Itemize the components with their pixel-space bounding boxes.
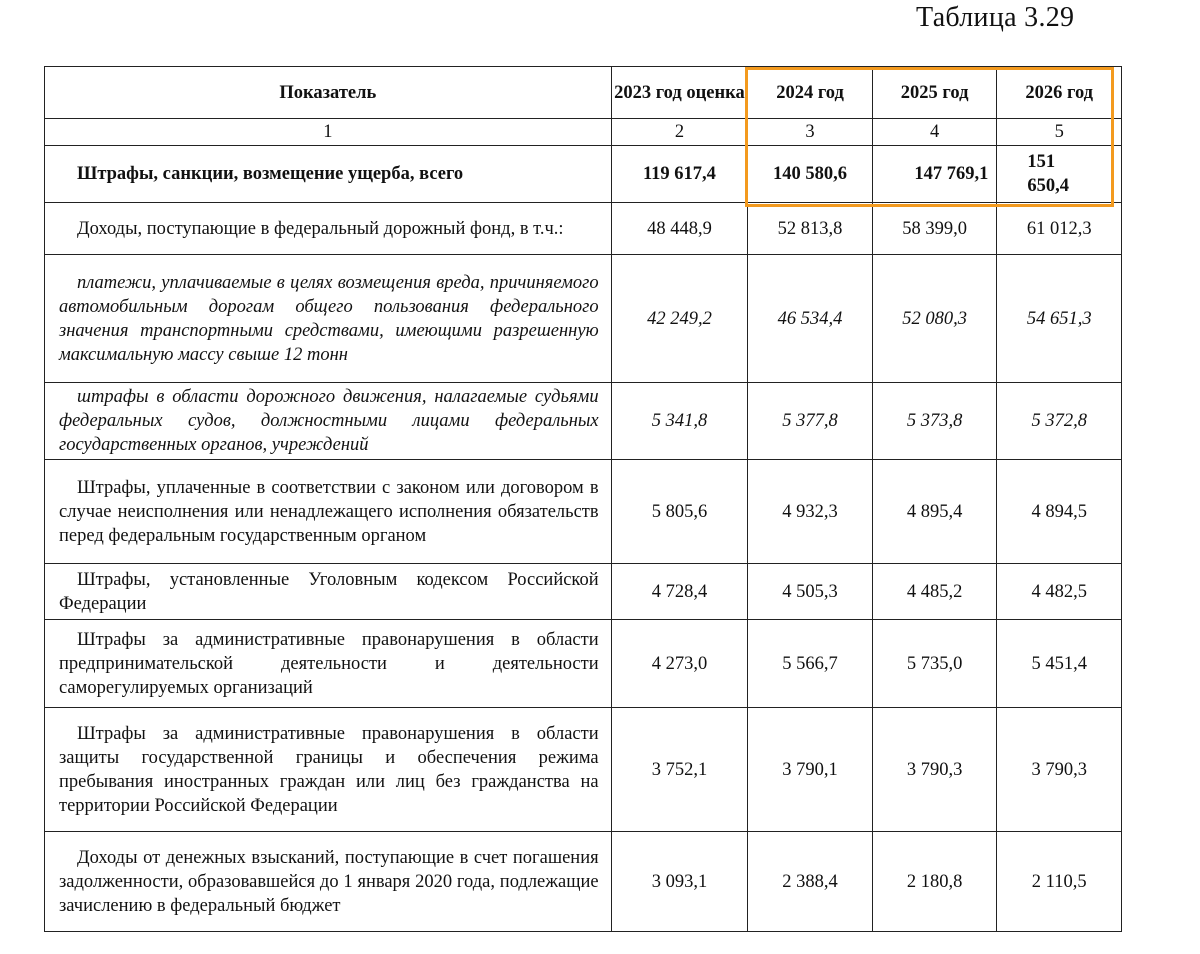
row-value: 4 505,3 xyxy=(748,564,873,620)
row-value: 4 728,4 xyxy=(611,564,748,620)
row-value: 52 080,3 xyxy=(872,255,997,383)
row-value: 4 895,4 xyxy=(872,460,997,564)
row-value: 42 249,2 xyxy=(611,255,748,383)
header-row xyxy=(45,67,1122,119)
table-row xyxy=(45,203,1122,255)
header-indicator: Показатель xyxy=(45,67,612,119)
column-number: 5 xyxy=(997,119,1122,146)
column-number: 3 xyxy=(748,119,873,146)
row-value: 58 399,0 xyxy=(872,203,997,255)
row-label: платежи, уплачиваемые в целях возмещения вреда, причиняемого автомобильным дорогам общего пользования федерального значения транспортными средствами, имеющими разрешенную максимальную массу свыше 12 тонн xyxy=(45,255,612,383)
row-value: 5 735,0 xyxy=(872,620,997,708)
total-value-2025: 147 769,1 xyxy=(872,146,997,203)
row-value: 48 448,9 xyxy=(611,203,748,255)
column-number: 4 xyxy=(872,119,997,146)
row-value: 5 451,4 xyxy=(997,620,1122,708)
row-value: 4 482,5 xyxy=(997,564,1122,620)
row-label: Доходы от денежных взысканий, поступающие в счет погашения задолженности, образовавшейся до 1 января 2020 года, подлежащие зачислению в федеральный бюджет xyxy=(45,832,612,932)
row-value: 3 752,1 xyxy=(611,708,748,832)
row-value: 4 894,5 xyxy=(997,460,1122,564)
row-value: 4 273,0 xyxy=(611,620,748,708)
row-value: 5 341,8 xyxy=(611,383,748,460)
header-2024: 2024 год xyxy=(748,67,873,119)
table-caption: Таблица 3.29 xyxy=(916,2,1075,33)
table-row xyxy=(45,708,1122,832)
total-value-2026: 151 650,4 xyxy=(997,146,1122,203)
row-label: Штрафы за административные правонарушения в области защиты государственной границы и обеспечения режима пребывания иностранных граждан или лиц без гражданства на территории Российской Федерации xyxy=(45,708,612,832)
row-value: 5 372,8 xyxy=(997,383,1122,460)
total-value-2024: 140 580,6 xyxy=(748,146,873,203)
table-row xyxy=(45,255,1122,383)
table-row xyxy=(45,460,1122,564)
total-label: Штрафы, санкции, возмещение ущерба, всего xyxy=(45,146,612,203)
row-value: 46 534,4 xyxy=(748,255,873,383)
row-value: 5 805,6 xyxy=(611,460,748,564)
header-2023: 2023 год оценка xyxy=(611,67,748,119)
column-number-row xyxy=(45,119,1122,146)
row-label: Штрафы за административные правонарушения в области предпринимательской деятельности и деятельности саморегулируемых организаций xyxy=(45,620,612,708)
row-value: 5 373,8 xyxy=(872,383,997,460)
total-value-2023: 119 617,4 xyxy=(611,146,748,203)
column-number: 2 xyxy=(611,119,748,146)
row-value: 4 932,3 xyxy=(748,460,873,564)
row-label: Штрафы, установленные Уголовным кодексом Российской Федерации xyxy=(45,564,612,620)
row-value: 5 377,8 xyxy=(748,383,873,460)
header-2026: 2026 год xyxy=(997,67,1122,119)
row-value: 54 651,3 xyxy=(997,255,1122,383)
row-label: штрафы в области дорожного движения, налагаемые судьями федеральных судов, должностными лицами федеральных государственных органов, учреждений xyxy=(45,383,612,460)
revenue-table xyxy=(44,66,1122,932)
row-value: 3 790,3 xyxy=(997,708,1122,832)
row-label: Доходы, поступающие в федеральный дорожный фонд, в т.ч.: xyxy=(45,203,612,255)
row-value: 4 485,2 xyxy=(872,564,997,620)
row-value: 2 180,8 xyxy=(872,832,997,932)
row-label: Штрафы, уплаченные в соответствии с законом или договором в случае неисполнения или ненадлежащего исполнения обязательств перед федеральным государственным органом xyxy=(45,460,612,564)
row-value: 2 110,5 xyxy=(997,832,1122,932)
row-value: 52 813,8 xyxy=(748,203,873,255)
row-value: 61 012,3 xyxy=(997,203,1122,255)
table-row xyxy=(45,564,1122,620)
row-value: 3 790,3 xyxy=(872,708,997,832)
header-2025: 2025 год xyxy=(872,67,997,119)
row-value: 5 566,7 xyxy=(748,620,873,708)
table-row xyxy=(45,620,1122,708)
row-value: 3 093,1 xyxy=(611,832,748,932)
row-value: 3 790,1 xyxy=(748,708,873,832)
total-row xyxy=(45,146,1122,203)
column-number: 1 xyxy=(45,119,612,146)
table-row xyxy=(45,832,1122,932)
table-row xyxy=(45,383,1122,460)
row-value: 2 388,4 xyxy=(748,832,873,932)
